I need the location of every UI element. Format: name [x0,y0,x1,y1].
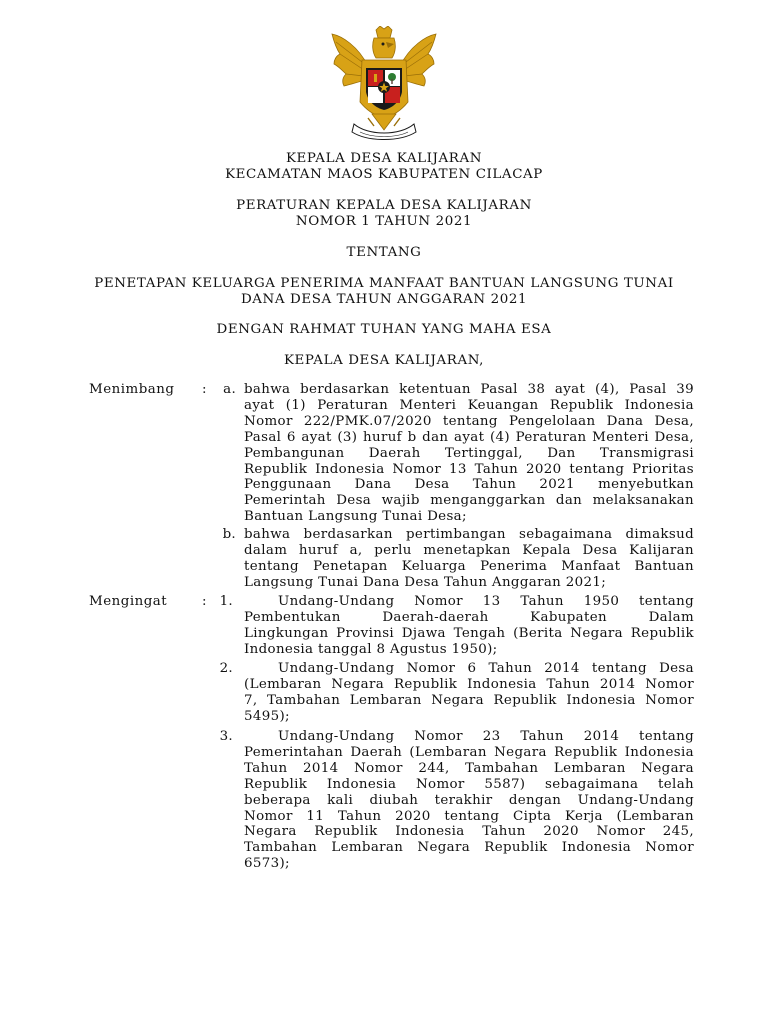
text-line: Undang-Undang Nomor 6 Tahun 2014 tentang Desa [278,661,694,676]
menimbang-item-marker: b. [222,527,236,542]
menimbang-label: Menimbang [89,382,175,397]
mengingat-item-1 [244,594,694,658]
mengingat-item-2 [244,661,694,725]
text-line: tentang Penetapan Keluarga Penerima Manfaat Bantuan [244,558,694,574]
text-line: 7, Tambahan Lembaran Negara Republik Indonesia Nomor [244,692,694,708]
mengingat-item-marker: 1. [219,594,233,609]
text-line: (Lembaran Negara Republik Indonesia Tahun 2014 Nomor [244,676,694,692]
mengingat-colon: : [202,594,207,609]
text-line: Pembentukan Daerah-daerah Kabupaten Dalam [244,609,694,625]
text-line: Langsung Tunai Dana Desa Tahun Anggaran 2021; [244,574,607,590]
text-line: Undang-Undang Nomor 23 Tahun 2014 tentang [278,729,694,744]
text-line: Nomor 11 Tahun 2020 tentang Cipta Kerja (Lembaran [244,808,694,824]
regulation-about: TENTANG [346,245,422,260]
enacting-authority: KEPALA DESA KALIJARAN, [283,353,485,368]
text-line: dalam huruf a, perlu menetapkan Kepala Desa Kalijaran [244,542,694,558]
text-line: ayat (1) Peraturan Menteri Keuangan Republik Indonesia [244,397,694,413]
menimbang-item-b [244,527,694,591]
regulation-number: NOMOR 1 TAHUN 2021 [295,214,473,229]
text-line: Tambahan Lembaran Negara Republik Indonesia Nomor [244,840,694,856]
garuda-emblem-icon [328,26,440,144]
text-line: Undang-Undang Nomor 13 Tahun 1950 tentang [278,594,694,609]
menimbang-item-a [244,382,694,525]
text-line: Penggunaan Dana Desa Tahun 2021 menyebutkan [244,477,694,493]
text-line: Lingkungan Provinsi Djawa Tengah (Berita Negara Republik [244,625,694,641]
text-line: Pasal 6 ayat (3) huruf b dan ayat (4) Peraturan Menteri Desa, [244,429,694,445]
mengingat-label: Mengingat [89,594,168,609]
text-line: 5495); [244,708,290,724]
mengingat-item-marker: 3. [219,729,233,744]
menimbang-colon: : [202,382,207,397]
text-line: Republik Indonesia Nomor 13 Tahun 2020 tentang Prioritas [244,461,694,477]
text-line: Negara Republik Indonesia Tahun 2020 Nomor 245, [244,824,694,840]
menimbang-item-marker: a. [223,382,236,397]
text-line: Republik Indonesia Nomor 5587) sebagaimana telah [244,776,694,792]
text-line: bahwa berdasarkan pertimbangan sebagaimana dimaksud [244,527,694,542]
text-line: Pemerintah Desa wajib menganggarkan dan melaksanakan [244,493,694,509]
text-line: Tahun 2014 Nomor 244, Tambahan Lembaran Negara [244,760,694,776]
invocation: DENGAN RAHMAT TUHAN YANG MAHA ESA [216,322,552,337]
text-line: Bantuan Langsung Tunai Desa; [244,509,467,525]
mengingat-item-marker: 2. [219,661,233,676]
regulation-subject-line2: DANA DESA TAHUN ANGGARAN 2021 [240,292,528,307]
mengingat-item-3 [244,729,694,872]
text-line: bahwa berdasarkan ketentuan Pasal 38 ayat (4), Pasal 39 [244,382,694,397]
text-line: 6573); [244,856,290,872]
garuda-emblem [328,26,440,144]
text-line: beberapa kali diubah terakhir dengan Undang-Undang [244,792,694,808]
regulation-subject-line1: PENETAPAN KELUARGA PENERIMA MANFAAT BANTUAN LANGSUNG TUNAI [94,276,674,291]
header-district: KECAMATAN MAOS KABUPATEN CILACAP [225,167,543,182]
header-authority: KEPALA DESA KALIJARAN [285,151,483,166]
text-line: Pembangunan Daerah Tertinggal, Dan Transmigrasi [244,445,694,461]
text-line: Pemerintahan Daerah (Lembaran Negara Republik Indonesia [244,744,694,760]
text-line: Indonesia tanggal 8 Agustus 1950); [244,641,498,657]
regulation-title: PERATURAN KEPALA DESA KALIJARAN [236,198,532,213]
text-line: Nomor 222/PMK.07/2020 tentang Pengelolaan Dana Desa, [244,413,694,429]
